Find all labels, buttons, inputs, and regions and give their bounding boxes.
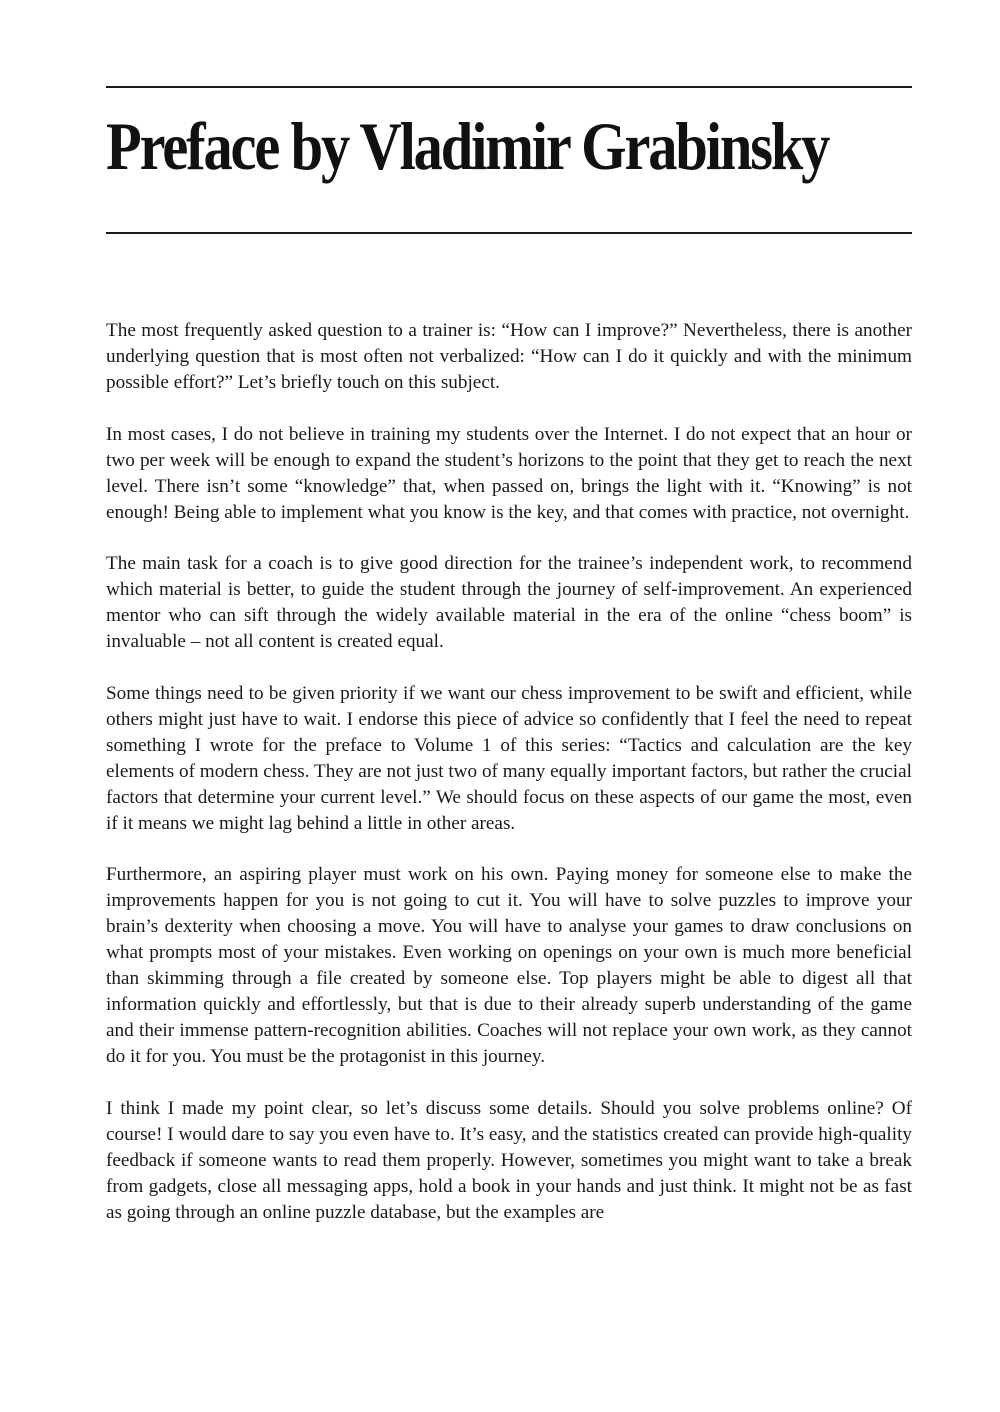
paragraph-2: In most cases, I do not believe in training my students over the Internet. I do not expect that an hour or two per week will be enough to expand the student’s horizons to the point that they get to reach the next level. There isn’t some “knowledge” that, when passed on, brings the light with it. “Knowing” is not enough! Being able to implement what you know is the key, and that comes with practice, not overnight. — [106, 423, 912, 523]
paragraph-3: The main task for a coach is to give good direction for the trainee’s independent work, to recommend which material is better, to guide the student through the journey of self-improvement. An experienced mentor who can sift through the widely available material in the era of the online “chess boom” is invaluable – not all content is created equal. — [106, 553, 912, 652]
bottom-rule — [106, 232, 912, 234]
top-rule — [106, 86, 912, 88]
body-text — [106, 318, 912, 1251]
page-title: Preface by Vladimir Grabinsky — [106, 108, 829, 184]
paragraph-4: Some things need to be given priority if we want our chess improvement to be swift and efficient, while others might just have to wait. I endorse this piece of advice so confidently that I feel the need to repeat something I wrote for the preface to Volume 1 of this series: “Tactics and calculation are the key elements of modern chess. They are not just two of many equally important factors, but rather the crucial factors that determine your current level.” We should focus on these aspects of our game the most, even if it means we might lag behind a little in other areas. — [106, 682, 912, 834]
paragraph-1: The most frequently asked question to a trainer is: “How can I improve?” Nevertheless, there is another underlying question that is most often not verbalized: “How can I do it quickly and with the minimum possible effort?” Let’s briefly touch on this subject. — [106, 320, 912, 393]
paragraph-5: Furthermore, an aspiring player must work on his own. Paying money for someone else to make the improvements happen for you is not going to cut it. You will have to solve puzzles to improve your brain’s dexterity when choosing a move. You will have to analyse your games to draw conclusions on what prompts most of your mistakes. Even working on openings on your own is much more beneficial than skimming through a file created by someone else. Top players might be able to digest all that information quickly and effortlessly, but that is due to their already superb understanding of the game and their immense pattern-recognition abilities. Coaches will not replace your own work, as they cannot do it for you. You must be the protagonist in this journey. — [106, 864, 912, 1067]
paragraph-6: I think I made my point clear, so let’s discuss some details. Should you solve problems online? Of course! I would dare to say you even have to. It’s easy, and the statistics created can provide high-quality feedback if someone wants to read them properly. However, sometimes you might want to take a break from gadgets, close all messaging apps, hold a book in your hands and just think. It might not be as fast as going through an online puzzle database, but the examples are — [106, 1097, 912, 1223]
